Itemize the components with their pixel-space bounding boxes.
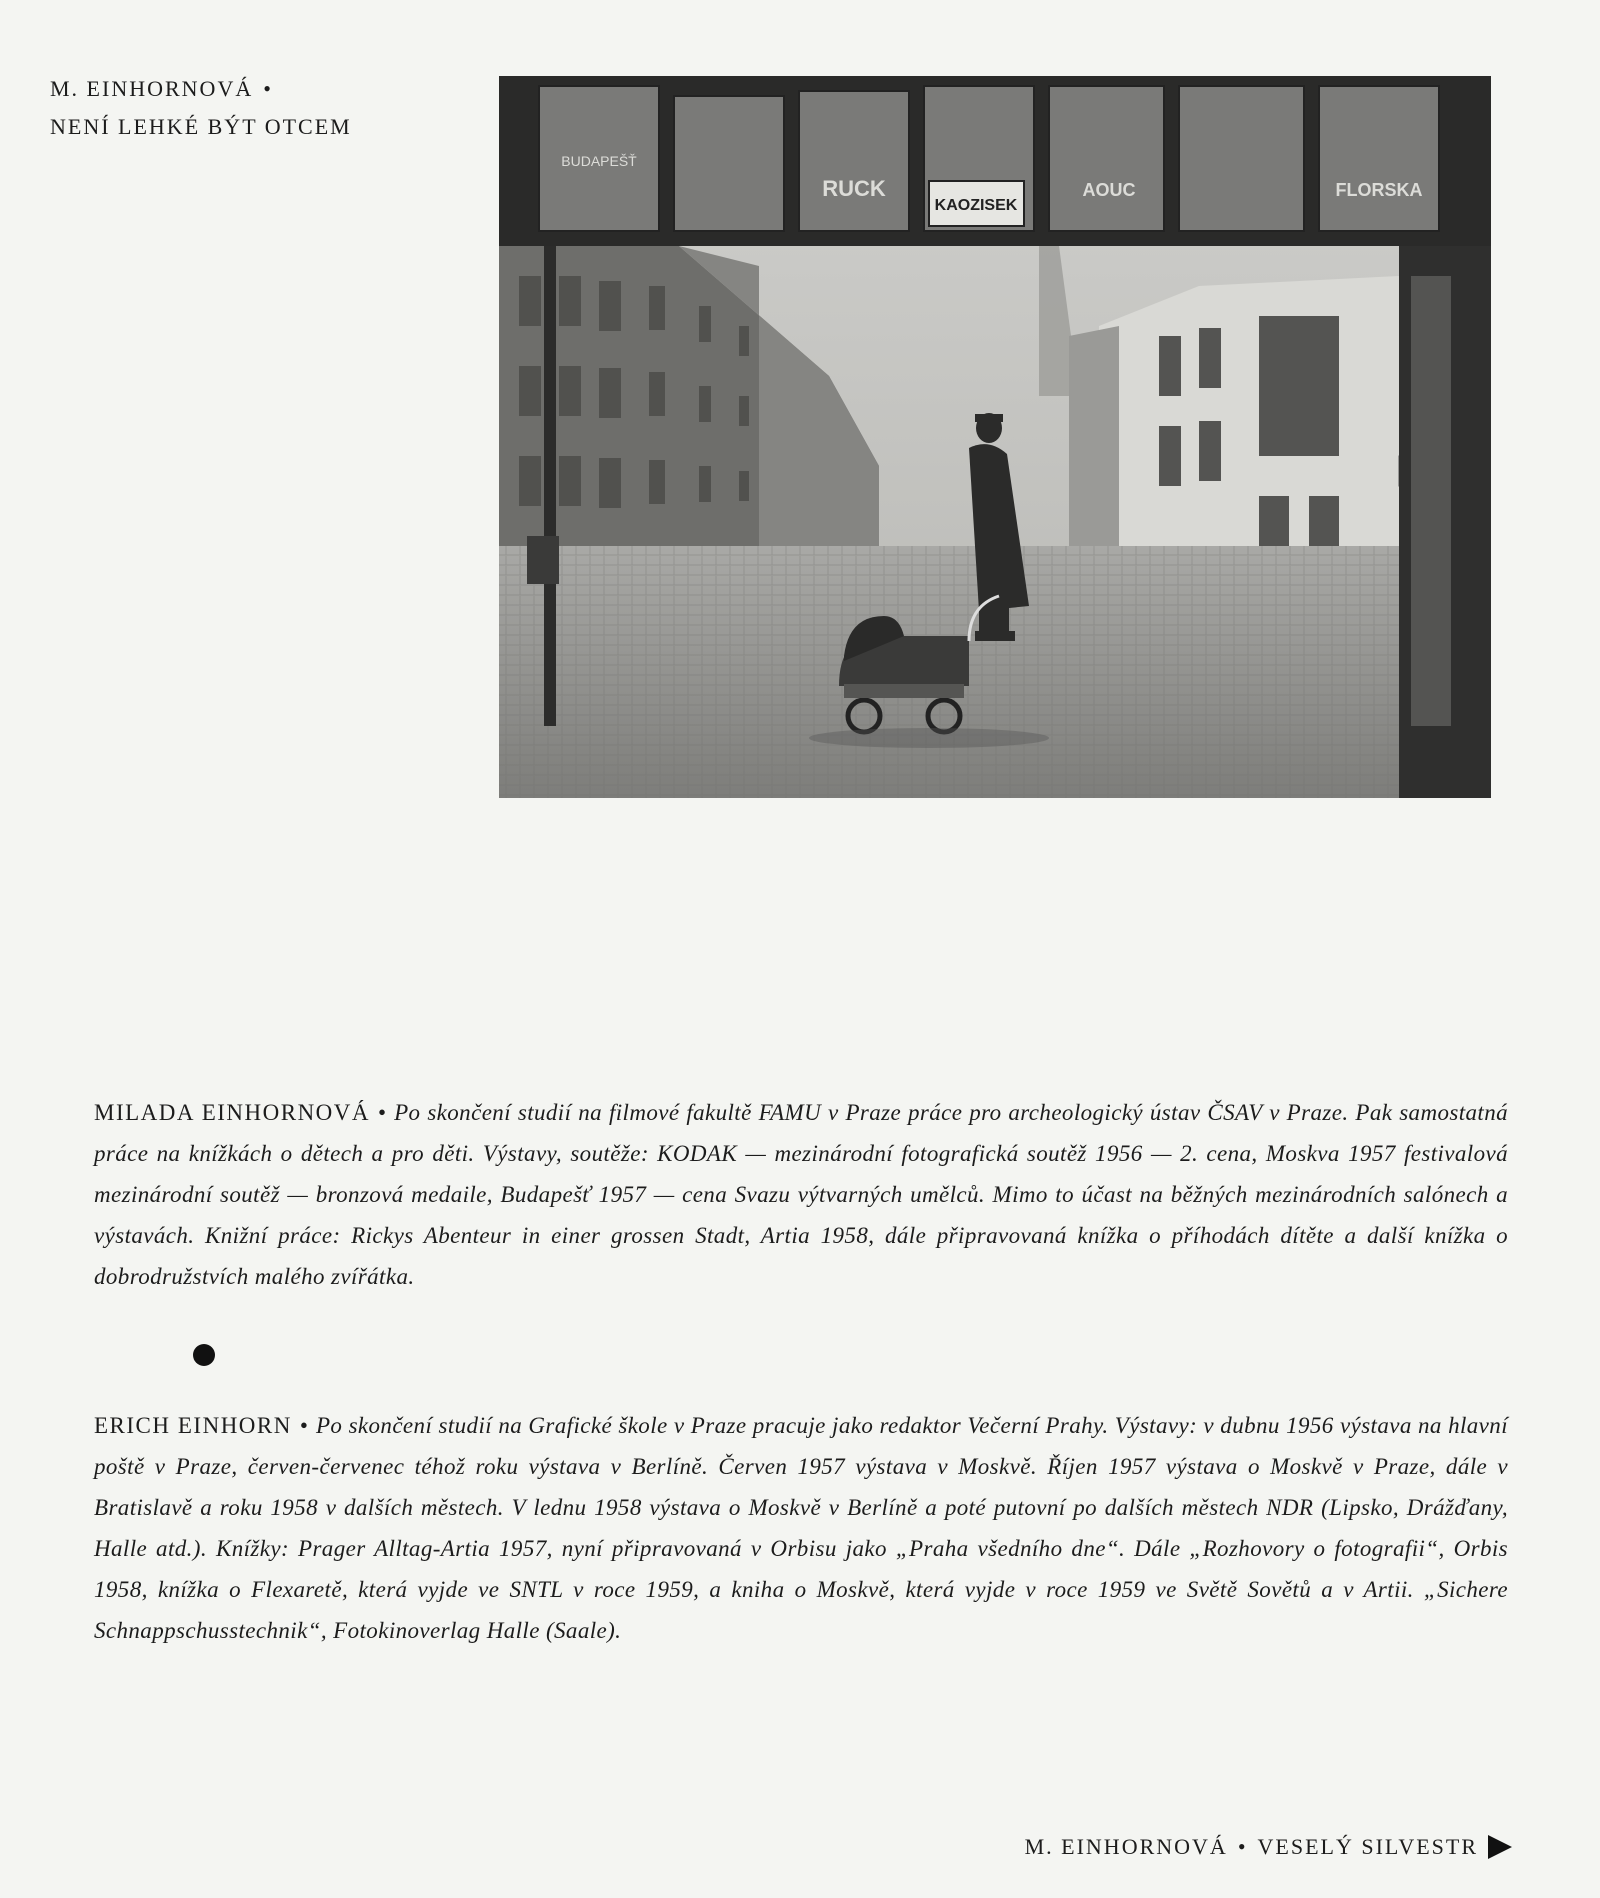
sign-text-2: RUCK: [822, 176, 886, 201]
footer-title: VESELÝ SILVESTR: [1257, 1834, 1478, 1859]
bio-name: ERICH EINHORN: [94, 1413, 292, 1438]
photo-caption: [50, 70, 352, 146]
footer-bullet: •: [1237, 1834, 1248, 1859]
sign-text-1: KAOZISEK: [934, 197, 1018, 214]
sign-text-5: BUDAPEŠŤ: [561, 153, 637, 169]
bio-bullet: •: [299, 1413, 308, 1438]
caption-title: NENÍ LEHKÉ BÝT OTCEM: [50, 114, 352, 139]
lamp-post: [544, 246, 556, 726]
caption-bullet: •: [263, 76, 273, 101]
separator-dot: [193, 1344, 215, 1366]
bio-bullet: •: [378, 1100, 387, 1125]
street-scene-photo: [499, 76, 1491, 798]
right-building: [1099, 276, 1399, 546]
bio-text: Po skončení studií na filmové fakultě FAMU v Praze práce pro archeologický ústav ČSAV v Praze. Pak samostatná práce na knížkách o dětech a pro děti. Výstavy, soutěže: KODAK — mezinárodní fotografická soutěž 1956 — 2. cena, Moskva 1957 festivalová mezinárodní soutěž — bronzová medaile, Budapešť 1957 — cena Svazu výtvarných umělců. Mimo to účast na běžných mezinárodních salónech a výstavách. Knižní práce: Rickys Abenteur in einer grossen Stadt, Artia 1958, dále připravovaná knížka o příhodách dítěte a další knížka o dobrodružstvích malého zvířátka.: [94, 1100, 1508, 1289]
sign-text-4: AOUC: [1082, 180, 1136, 200]
footer-author: M. EINHORNOVÁ: [1024, 1834, 1228, 1859]
caption-author: M. EINHORNOVÁ: [50, 76, 254, 101]
bio-name: MILADA EINHORNOVÁ: [94, 1100, 371, 1125]
bio-milada: [94, 1092, 1508, 1297]
next-page-footer[interactable]: [1025, 1834, 1512, 1860]
sign-text-3: FLORSKA: [1335, 180, 1423, 200]
bio-text: Po skončení studií na Grafické škole v Praze pracuje jako redaktor Večerní Prahy. Výstavy: v dubnu 1956 výstava na hlavní poště v Praze, červen-červenec téhož roku výstava v Berlíně. Červen 1957 výstava v Moskvě. Říjen 1957 výstava o Moskvě v Praze, dále v Bratislavě a roku 1958 v dalších městech. V lednu 1958 výstava o Moskvě v Berlíně a poté putovní po dalších městech NDR (Lipsko, Drážďany, Halle atd.). Knížky: Prager Alltag-Artia 1957, nyní připravovaná v Orbisu jako „Praha všedního dne“. Dále „Rozhovory o fotografii“, Orbis 1958, knížka o Flexaretě, která vyjde ve SNTL v roce 1959, a kniha o Moskvě, která vyjde v roce 1959 ve Světě Sovětů a v Artii. „Sichere Schnappschusstechnik“, Fotokinoverlag Halle (Saale).: [94, 1413, 1508, 1643]
bio-erich: [94, 1405, 1508, 1651]
play-arrow-icon: [1488, 1835, 1512, 1859]
photograph: [499, 76, 1491, 798]
caption-author-line: [50, 70, 352, 108]
building-window: [1259, 316, 1339, 456]
